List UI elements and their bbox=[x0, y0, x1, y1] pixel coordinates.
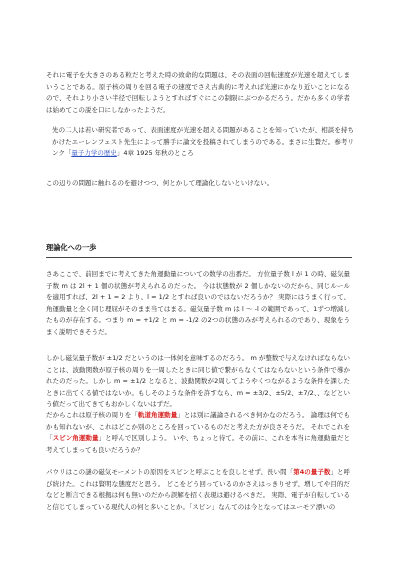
p6-text-c: 」と呼んで区別しよう。 いや、ちょっと待て。その前に、これを本当に角運動量だと考えてしまっても良いだろうか？ bbox=[46, 434, 351, 454]
p2-text-a: 先の二人は若い研究者であって、表面速度が光速を超える問題があることを知っていたが、相談を持ちかけたエーレンフェスト先生によって勝手に論文を投稿されてしまうのである。まさに生贄だ。参考リンク「 bbox=[52, 126, 354, 158]
paragraph-6-text bbox=[0, 410, 410, 456]
orbital-angular-momentum-term: 軌道角運動量 bbox=[137, 411, 178, 419]
paragraph-7 bbox=[0, 467, 410, 513]
p7-text-a: パウリはこの謎の磁気モーメントの原因をスピンと呼ぶことを良しとせず、長い間「 bbox=[46, 468, 294, 476]
fourth-quantum-number-term: 第4の量子数 bbox=[293, 468, 331, 476]
paragraph-2-text bbox=[0, 125, 410, 160]
paragraph-2 bbox=[0, 125, 410, 160]
p6-text-b: 」とは別に議論されるべき何かなのだろう。 論理は何でもかも知れないが、これはどこか別のところを回っているものだと考えた方が良さそうだ。 それでこれを「 bbox=[46, 411, 350, 443]
paragraph-3 bbox=[0, 178, 410, 190]
p6-text-a: だからこれは原子核の周りを「 bbox=[46, 411, 138, 419]
paragraph-5-text: しかし磁気量子数が ±1/2 だというのは一体何を意味するのだろう。 m が整数で与えなければならないことは、波動関数が原子核の周りを一周したときに同じ値で繋がらなくてはならないという条件で導かれたのだった。しかし m = ±1/2 となると、波動関数が2周してようやくつながるような条件を課したときに出てくる値ではないか。もしそのような条件を許すなら、m = ±3/2、±5/2、±7/2、、などという値だって出てきてもおかしくないはずだ。 bbox=[46, 354, 350, 409]
paragraph-3-text: この辺りの問題に触れるのを避けつつ、何とかして理論化しないといけない。 bbox=[46, 179, 274, 187]
p2-text-b: 」4章 1925 年秋のところ bbox=[116, 149, 194, 158]
paragraph-4-text: さあここで、前回までに考えてきた角運動量についての数学の出番だ。 方位量子数 l が 1 の時、磁気量子数 m は 2l + 1 個の状態が考えられるのだった。 今は状態数が 2 個しかないのだから、同じルールを適用すれば、2l + 1 = 2 より、l = 1/2 とすれば良いのではないだろうか？ 実際にはうまく行って、角運動量と全く同じ理屈がそのまま当てはまる。磁気量子数 m は l 〜 -l の範囲であって、1ずつ増減したものが存在する。つまり m = +1/2 と m = -1/2 の2つの状態のみが考えられるのであり、現象をうまく説明できそうだ。 bbox=[46, 270, 350, 336]
section-heading: 理論化への一歩 bbox=[46, 243, 97, 252]
paragraph-7-text bbox=[0, 467, 410, 513]
paragraph-6 bbox=[0, 410, 410, 456]
heading-divider bbox=[46, 257, 352, 258]
paragraph-4 bbox=[0, 269, 410, 339]
p7-text-b: 」と呼び続けた。これは賢明な態度だと思う。 どこをどう回っているのかさえはっきりせず、増してや目的だなどと断言できる根拠は何も無いのだから誤解を招く表現は避けるべきだ。 実際、電子が自転していると信じてしまっている現代人の何と多いことか。「スピン」なんてのは今となってはユーモア漂いの bbox=[46, 468, 350, 511]
history-link[interactable]: 量子力学の歴史 bbox=[71, 149, 117, 158]
spin-angular-momentum-term: スピン角運動量 bbox=[52, 434, 99, 443]
paragraph-1-text: それに電子を大きさのある粒だと考えた時の致命的な問題は、その表面の回転速度が光速を超えてしまいうことである。原子核の周りを回る電子の速度でさえ古典的に考えれば光速にかなり近いことになるので、それより小さい半径で回転しようとすればすぐにこの制限にぶつかるだろう。だから多くの学者は始めてこの説を口にしなかったようだ。 bbox=[46, 71, 350, 114]
paragraph-5 bbox=[0, 353, 410, 411]
paragraph-1 bbox=[0, 70, 410, 116]
